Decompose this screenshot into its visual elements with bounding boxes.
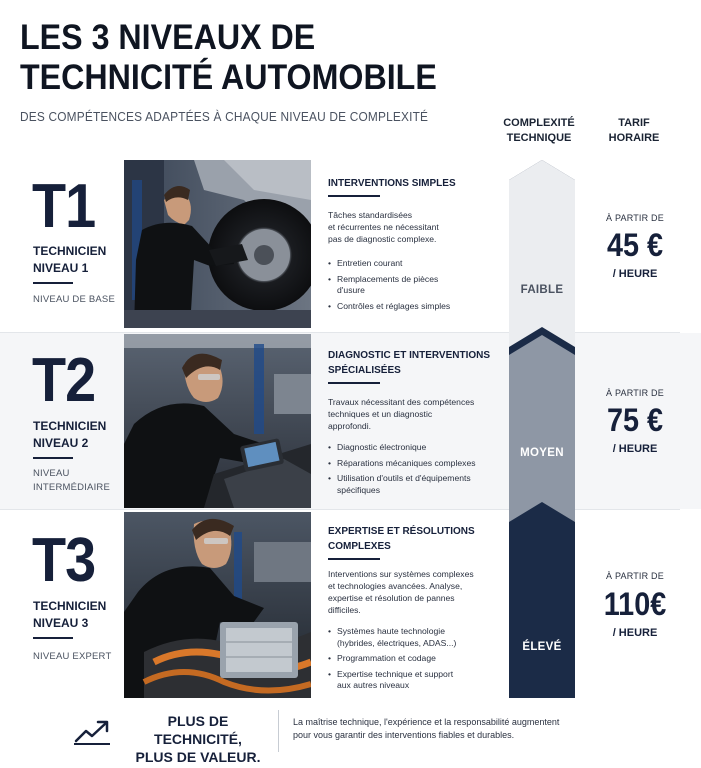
level-2-description-rule [328,382,380,384]
mechanic-wheel-image [124,160,311,328]
level-3-description-line-3: expertise et résolution de pannes [328,593,455,603]
footer-headline-line-1: PLUS DE TECHNICITÉ, [154,713,242,747]
level-1-description [328,209,498,245]
level-1-rule [33,282,73,284]
level-1-bullet-list [328,258,500,316]
level-3-description-line-2: et technologies avancées. Analyse, [328,581,463,591]
page-title-line-2: TECHNICITÉ AUTOMOBILE [20,58,437,97]
list-item-line: (hybrides, électriques, ADAS...) [337,637,457,648]
footer-divider [278,710,279,752]
level-2-description-title [328,348,498,378]
trend-up-icon [74,719,110,745]
page-title-line-1: LES 3 NIVEAUX DE [20,18,316,57]
list-item [328,274,500,297]
level-3-description-title [328,524,498,554]
level-2-code: T2 [32,346,96,415]
footer-headline-line-2: PLUS DE VALEUR. [135,749,261,765]
level-2-price-prefix: À PARTIR DE [606,388,664,398]
level-3-photo [124,512,311,698]
rate-header-line-1: TARIF [618,117,650,129]
level-1-description-title [328,176,498,191]
complexity-arrow-low [509,160,575,347]
level-2-price: 75 € [606,402,664,438]
complexity-label-high: ÉLEVÉ [522,641,562,653]
level-1-price: 45 € [606,227,664,263]
level-2-name [33,418,106,452]
mechanic-diagnostic-image [124,334,311,508]
level-1-name-line-2: NIVEAU 1 [33,261,89,275]
level-3-bullet-list [328,626,500,696]
level-3-price-unit: / HEURE [612,627,658,639]
list-item [328,301,500,313]
rate-header-line-2: HORAIRE [608,132,660,144]
level-2-price-unit: / HEURE [612,443,658,455]
level-1-price-unit: / HEURE [612,268,658,280]
level-3-name-line-2: NIVEAU 3 [33,616,89,630]
level-3-rule [33,637,73,639]
level-2-rule [33,457,73,459]
rate-column-header [598,116,670,146]
level-2-subtitle-line-2: INTERMÉDIAIRE [33,482,111,493]
level-1-subtitle [33,293,115,307]
row-divider [0,509,680,510]
level-2-description-title-line-1: DIAGNOSTIC ET INTERVENTIONS [328,350,491,361]
level-2-description-title-line-2: SPÉCIALISÉES [328,365,401,376]
level-2-description-line-3: approfondi. [328,421,372,431]
list-item-line: • Programmation et codage [337,653,436,663]
level-1-code: T1 [32,172,96,241]
level-2-description [328,396,498,432]
level-2-name-line-1: TECHNICIEN [33,419,107,433]
level-2-bullet-list [328,442,500,500]
list-item-line: • Remplacements de pièces [337,273,439,284]
list-item-line: • Expertise technique et support [337,668,454,679]
list-item-line: • Réparations mécaniques complexes [337,457,476,468]
list-item [328,473,500,496]
list-item-line: aux autres niveaux [337,680,410,690]
level-1-photo [124,160,311,328]
complexity-arrow [509,160,575,698]
list-item-line: • Entretien courant [337,258,403,268]
level-3-description-title-line-2: COMPLEXES [328,541,391,552]
footer-text [293,716,593,742]
footer-headline [122,712,274,766]
level-3-description-line-1: Interventions sur systèmes complexes [328,569,474,579]
complexity-header-line-1: COMPLEXITÉ [503,117,575,129]
list-item-line: • Diagnostic électronique [337,442,427,452]
level-3-description-title-line-1: EXPERTISE ET RÉSOLUTIONS [328,526,475,537]
level-3-name-line-1: TECHNICIEN [33,599,107,613]
level-1-description-line-1: Tâches standardisées [328,210,413,220]
list-item [328,442,500,454]
level-1-description-line-2: et récurrentes ne nécessitant [328,222,439,232]
level-2-subtitle [33,467,110,495]
complexity-header-line-2: TECHNIQUE [506,132,572,144]
footer-text-line-2: pour vous garantir des interventions fiables et durables. [293,730,515,740]
level-2-name-line-2: NIVEAU 2 [33,436,89,450]
list-item [328,653,500,665]
list-item-line: • Utilisation d'outils et d'équipements [337,473,471,483]
level-1-description-line-3: pas de diagnostic complexe. [328,234,437,244]
footer-text-line-1: La maîtrise technique, l'expérience et la responsabilité augmentent [293,717,560,727]
level-3-description [328,568,498,616]
level-1-description-title-line-1: INTERVENTIONS SIMPLES [328,178,456,189]
page-title [20,18,452,98]
level-3-description-line-4: difficiles. [328,605,361,615]
level-1-price-prefix: À PARTIR DE [606,213,664,223]
level-3-price: 110€ [603,586,667,622]
level-3-subtitle-line-1: NIVEAU EXPERT [33,651,112,662]
level-1-description-rule [328,195,380,197]
level-1-name [33,243,106,277]
complexity-arrow-mid [509,335,575,522]
row-divider [0,332,680,333]
level-2-subtitle-line-1: NIVEAU [33,468,70,479]
level-3-code: T3 [32,526,96,595]
complexity-label-low: FAIBLE [520,284,564,296]
level-3-name [33,598,106,632]
list-item-line: • Contrôles et réglages simples [337,300,451,311]
level-2-photo [124,334,311,508]
list-item [328,258,500,270]
level-3-price-prefix: À PARTIR DE [606,571,664,581]
page-subtitle: DES COMPÉTENCES ADAPTÉES À CHAQUE NIVEAU DE COMPLEXITÉ [20,110,429,124]
list-item [328,626,500,649]
complexity-column-header [498,116,580,146]
list-item [328,669,500,692]
mechanic-ev-battery-image [124,512,311,698]
level-2-description-line-2: techniques et un diagnostic [328,409,433,419]
list-item-line: spécifiques [337,484,380,495]
level-1-name-line-1: TECHNICIEN [33,244,107,258]
list-item-line: d'usure [337,285,365,295]
list-item [328,458,500,470]
complexity-label-mid: MOYEN [520,447,564,459]
list-item-line: • Systèmes haute technologie [337,626,445,636]
level-1-subtitle-line-1: NIVEAU DE BASE [33,294,115,305]
level-3-description-rule [328,558,380,560]
level-3-subtitle [33,650,111,664]
level-2-description-line-1: Travaux nécessitant des compétences [328,397,475,407]
